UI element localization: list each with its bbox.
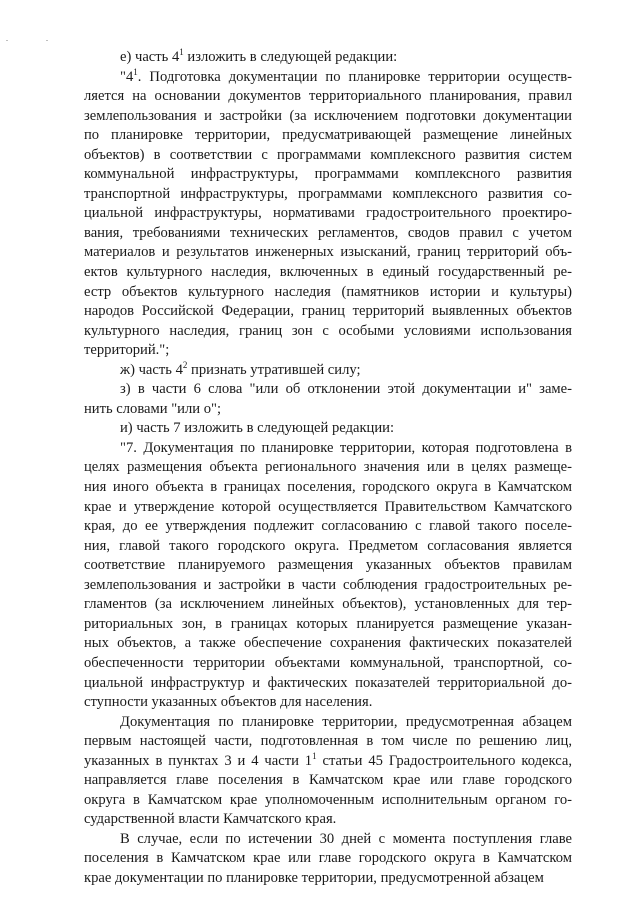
line-text: народов Российской Федерации, границ территорий выявленных объектов	[84, 303, 572, 320]
text-line	[84, 204, 572, 224]
text-line	[84, 576, 572, 596]
text-line	[84, 693, 572, 713]
line-text: естр объектов культурного наследия (памятников истории и культуры)	[84, 283, 572, 300]
line-text: землепользования и застройки в части соблюдения градостроительных ре-	[84, 576, 572, 593]
line-text: ляется на основании документов территориального планирования, правил	[84, 88, 572, 105]
line-text: ж) часть 4	[120, 361, 183, 378]
line-text: ектов культурного наследия, включенных в единый государственный ре-	[84, 264, 572, 281]
line-text: е) часть 4	[120, 49, 180, 65]
line-text-continued: статьи 45 Градостроительного кодекса,	[316, 752, 572, 769]
paragraph-p6	[84, 439, 572, 713]
line-text: территорий.";	[84, 342, 170, 359]
paragraph-p5	[84, 419, 572, 439]
line-text: вания, требованиями технических регламентов, сводов правил с учетом	[84, 224, 572, 241]
line-text: указанных в пунктах 3 и 4 части 1	[84, 752, 313, 769]
line-text: Документация по планировке территории, предусмотренная абзацем	[120, 713, 572, 730]
line-text: культурного наследия, границ зон с особыми условиями использования	[84, 322, 572, 339]
line-text: материалов и результатов инженерных изысканий, границ территорий объ-	[84, 244, 572, 261]
text-line	[84, 68, 572, 88]
text-line	[84, 341, 572, 361]
text-line	[84, 791, 572, 811]
line-text: поселения в Камчатском крае или главе городского округа в Камчатском	[84, 850, 572, 867]
scan-speck	[6, 40, 8, 41]
text-line	[84, 615, 572, 635]
text-line	[84, 830, 572, 850]
superscript: 1	[312, 750, 317, 761]
text-line	[84, 537, 572, 557]
line-text: направляется главе поселения в Камчатском крае или главе городского	[84, 772, 572, 789]
line-text: "4	[120, 68, 134, 85]
scan-speck	[46, 40, 48, 41]
text-line	[84, 713, 572, 733]
line-text: ния, главой такого городского округа. Предметом согласования является	[84, 537, 572, 554]
document-page	[84, 48, 572, 889]
paragraph-p3	[84, 361, 572, 381]
line-text: крае документации по планировке территории, предусмотренной абзацем	[84, 869, 544, 886]
text-line	[84, 654, 572, 674]
text-line	[84, 439, 572, 459]
paragraph-p1	[84, 48, 572, 68]
line-text: циальной инфраструктур и фактических показателей территориальной до-	[84, 674, 572, 691]
line-text: ступности указанных объектов для населения.	[84, 694, 373, 711]
paragraph-p2	[84, 68, 572, 361]
line-text: первым настоящей части, подготовленная в том числе по решению лиц,	[84, 733, 572, 750]
line-text: обеспеченности территории объектами коммунальной, транспортной, со-	[84, 654, 572, 671]
text-line	[84, 771, 572, 791]
line-text: округа в Камчатском крае уполномоченным исполнительным органом го-	[84, 791, 572, 808]
line-text: нить словами "или о";	[84, 400, 222, 417]
line-text: гламентов (за исключением линейных объектов), установленных для тер-	[84, 596, 572, 613]
text-line	[84, 87, 572, 107]
text-line	[84, 107, 572, 127]
text-line	[84, 283, 572, 303]
line-text: коммунальной инфраструктуры, программами комплексного развития	[84, 166, 572, 183]
line-text: риториальных зон, в границах которых планируется размещение указан-	[84, 615, 572, 632]
line-text: землепользования и застройки (за исключением подготовки документации	[84, 107, 572, 124]
line-text: "7. Документация по планировке территории, которая подготовлена в	[120, 439, 572, 456]
paragraph-p7	[84, 713, 572, 830]
line-text: ных объектов, а также обеспечение сохранения фактических показателей	[84, 635, 572, 652]
line-text: з) в части 6 слова "или об отклонении этой документации и" заме-	[120, 381, 572, 398]
line-text: транспортной инфраструктуры, программами комплексного развития со-	[84, 185, 572, 202]
line-text-continued: изложить в следующей редакции:	[183, 49, 398, 65]
text-line	[84, 361, 572, 381]
line-text: В случае, если по истечении 30 дней с момента поступления главе	[120, 830, 572, 847]
text-line	[84, 595, 572, 615]
superscript: 1	[133, 66, 138, 77]
line-text: сударственной власти Камчатского края.	[84, 811, 337, 828]
superscript: 2	[182, 359, 188, 370]
line-text-continued: . Подготовка документации по планировке территории осуществ-	[137, 68, 572, 85]
line-text: по планировке территории, предусматривающей размещение линейных	[84, 127, 572, 144]
text-line	[84, 752, 572, 772]
text-line	[84, 48, 572, 68]
text-line	[84, 185, 572, 205]
line-text: и) часть 7 изложить в следующей редакции:	[120, 420, 395, 437]
line-text: циальной инфраструктуры, нормативами градостроительного проектиро-	[84, 205, 572, 222]
line-text: края, до ее утверждения подлежит согласованию с главой такого поселе-	[84, 518, 572, 535]
line-text-continued: признать утратившей силу;	[187, 361, 361, 378]
text-line	[84, 674, 572, 694]
text-line	[84, 732, 572, 752]
text-line	[84, 458, 572, 478]
paragraph-p4	[84, 380, 572, 419]
text-line	[84, 556, 572, 576]
text-line	[84, 243, 572, 263]
text-line	[84, 478, 572, 498]
text-line	[84, 849, 572, 869]
line-text: целях размещения объекта регионального значения или в целях размеще-	[84, 459, 572, 476]
line-text: крае и утверждение которой осуществляется Правительством Камчатского	[84, 498, 572, 515]
text-line	[84, 810, 572, 830]
superscript: 1	[179, 47, 184, 58]
text-line	[84, 146, 572, 166]
text-line	[84, 380, 572, 400]
text-line	[84, 302, 572, 322]
line-text: объектов) в соответствии с программами комплексного развития систем	[84, 146, 572, 163]
text-line	[84, 869, 572, 889]
paragraph-p8	[84, 830, 572, 889]
text-line	[84, 517, 572, 537]
text-line	[84, 322, 572, 342]
line-text: ния иного объекта в границах поселения, городского округа в Камчатском	[84, 479, 572, 496]
text-line	[84, 400, 572, 420]
line-text: соответствие планируемого размещения указанных объектов правилам	[84, 557, 572, 574]
text-line	[84, 126, 572, 146]
text-line	[84, 165, 572, 185]
text-line	[84, 498, 572, 518]
text-line	[84, 224, 572, 244]
text-line	[84, 419, 572, 439]
text-line	[84, 263, 572, 283]
text-line	[84, 634, 572, 654]
